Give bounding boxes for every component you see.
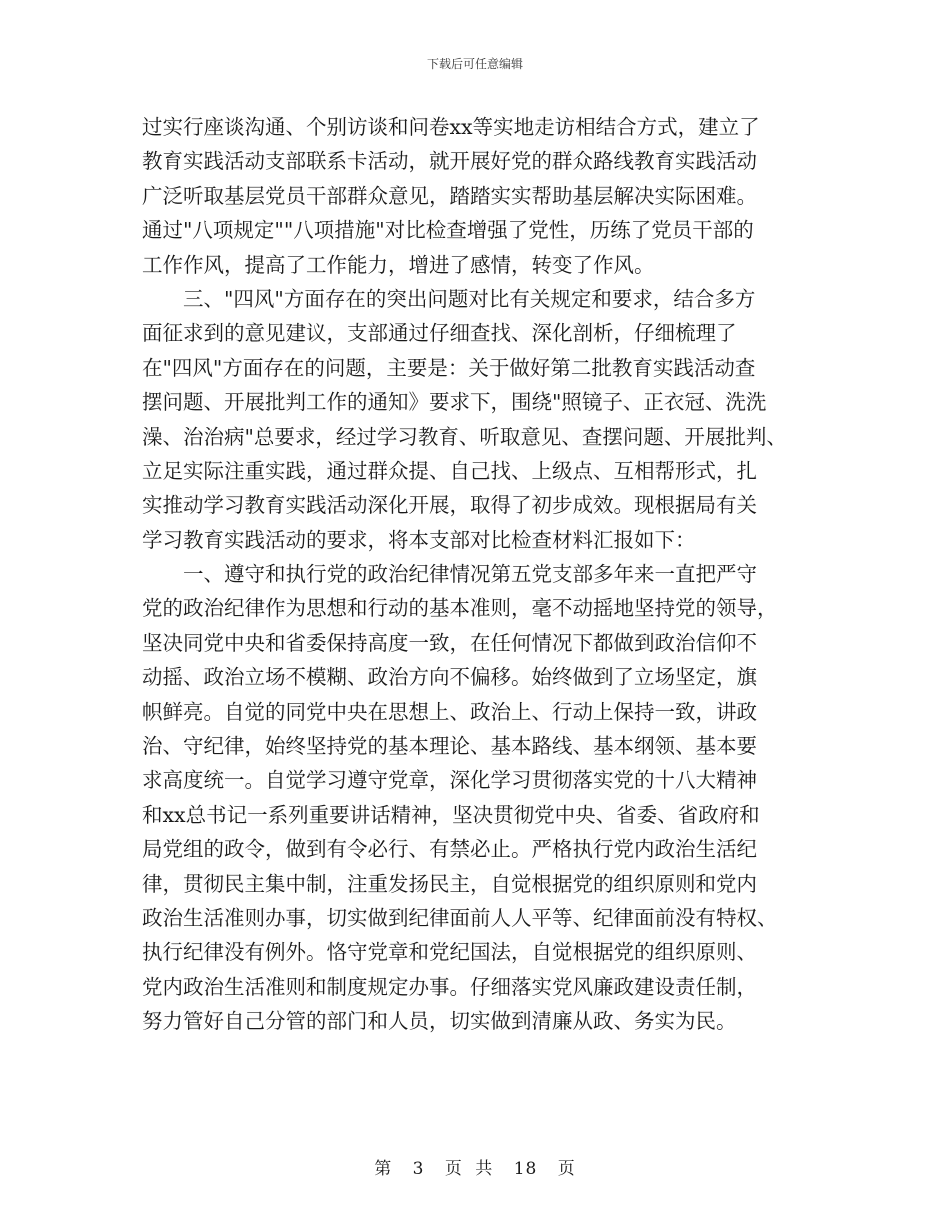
text-line: 和xx总书记一系列重要讲话精神，坚决贯彻党中央、省委、省政府和: [142, 802, 760, 827]
page-number-footer: [0, 1154, 950, 1179]
text-line: 摆问题、开展批判工作的通知》要求下，围绕"照镜子、正衣冠、洗洗: [142, 390, 767, 415]
footer-middle: 页 共: [444, 1159, 494, 1179]
text-line: 努力管好自己分管的部门和人员，切实做到清廉从政、务实为民。: [142, 1009, 737, 1034]
text-line: 坚决同党中央和省委保持高度一致，在任何情况下都做到政治信仰不: [142, 630, 757, 655]
text-line: 面征求到的意见建议，支部通过仔细查找、深化剖析，仔细梳理了: [142, 321, 737, 346]
text-line: 局党组的政令，做到有令必行、有禁必止。严格执行党内政治生活纪: [142, 837, 757, 862]
text-line: 立足实际注重实践，通过群众提、自己找、上级点、互相帮形式，扎: [142, 458, 757, 483]
text-line: 帜鲜亮。自觉的同党中央在思想上、政治上、行动上保持一致，讲政: [142, 699, 757, 724]
paragraph-start-line: 三、"四风"方面存在的突出问题对比有关规定和要求，结合多方: [183, 286, 756, 311]
text-line: 教育实践活动支部联系卡活动，就开展好党的群众路线教育实践活动: [142, 149, 757, 174]
body-text: [142, 110, 822, 1039]
footer-prefix: 第: [374, 1159, 393, 1179]
text-line: 党内政治生活准则和制度规定办事。仔细落实党风廉政建设责任制，: [142, 974, 757, 999]
text-line: 律，贯彻民主集中制，注重发扬民主，自觉根据党的组织原则和党内: [142, 871, 757, 896]
text-line: 广泛听取基层党员干部群众意见，踏踏实实帮助基层解决实际困难。: [142, 183, 757, 208]
total-page-count: 18: [513, 1159, 538, 1179]
current-page-number: 3: [412, 1159, 425, 1179]
text-line: 动摇、政治立场不模糊、政治方向不偏移。始终做到了立场坚定，旗: [142, 665, 757, 690]
text-line: 实推动学习教育实践活动深化开展，取得了初步成效。现根据局有关: [142, 493, 757, 518]
text-line: 通过"八项规定""八项措施"对比检查增强了党性，历练了党员干部的: [142, 218, 754, 243]
header-note: 下载后可任意编辑: [426, 57, 523, 71]
text-line: 政治生活准则办事，切实做到纪律面前人人平等、纪律面前没有特权、: [142, 905, 778, 930]
paragraph-start-line: 一、遵守和执行党的政治纪律情况第五党支部多年来一直把严守: [183, 562, 757, 587]
text-line: 求高度统一。自觉学习遵守党章，深化学习贯彻落实党的十八大精神: [142, 768, 757, 793]
text-line: 澡、治治病"总要求，经过学习教育、听取意见、查摆问题、开展批判、: [142, 424, 787, 449]
text-line: 过实行座谈沟通、个别访谈和问卷xx等实地走访相结合方式，建立了: [142, 115, 760, 139]
text-line: 在"四风"方面存在的问题，主要是：关于做好第二批教育实践活动查: [142, 355, 756, 380]
text-line: 工作作风，提高了工作能力，增进了感情，转变了作风。: [142, 252, 655, 277]
footer-suffix: 页: [557, 1159, 576, 1179]
text-line: 执行纪律没有例外。恪守党章和党纪国法，自觉根据党的组织原则、: [142, 940, 757, 965]
text-line: 学习教育实践活动的要求，将本支部对比检查材料汇报如下：: [142, 527, 696, 552]
text-line: 治、守纪律，始终坚持党的基本理论、基本路线、基本纲领、基本要: [142, 734, 757, 759]
text-line: 党的政治纪律作为思想和行动的基本准则，毫不动摇地坚持党的领导，: [142, 596, 778, 621]
